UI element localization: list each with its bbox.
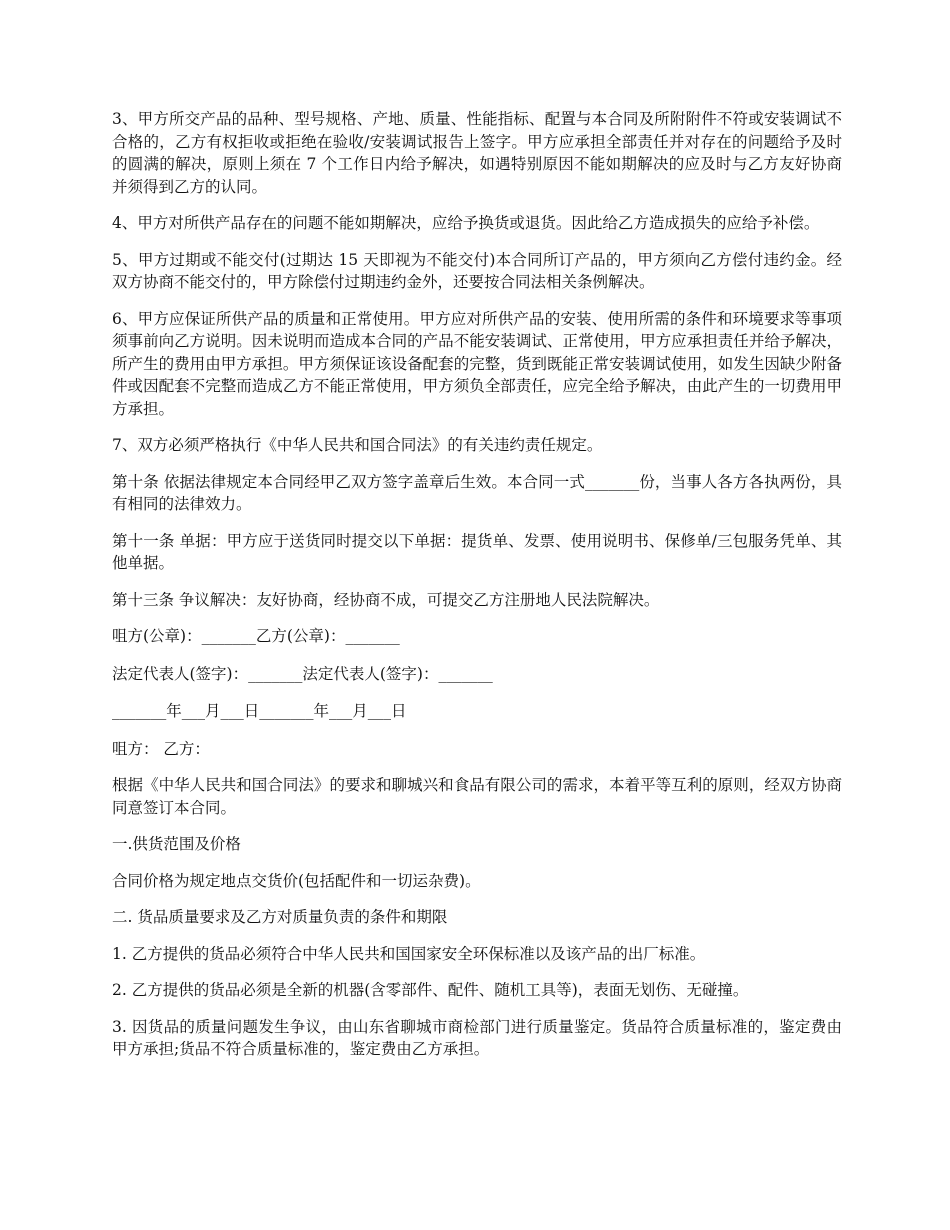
clause-7: 7、双方必须严格执行《中华人民共和国合同法》的有关违约责任规定。	[112, 436, 603, 454]
clause-6: 6、甲方应保证所供产品的质量和正常使用。甲方应对所供产品的安装、使用所需的条件和环境要求等事项须事前向乙方说明。因未说明而造成本合同的产品不能安装调试、正常使用，甲方应承担责任并给予解决，所产生的费用由甲方承担。甲方须保证该设备配套的完整，货到既能正常安装调试使用，如发生因缺少附备件或因配套不完整而造成乙方不能正常使用，甲方须负全部责任，应完全给予解决，由此产生的一切费用甲方承担。	[112, 309, 842, 418]
price-terms: 合同价格为规定地点交货价(包括配件和一切运杂费)。	[112, 871, 481, 890]
article-11: 第十一条 单据：甲方应于送货同时提交以下单据：提货单、发票、使用说明书、保修单/三包服务凭单、其他单据。	[112, 531, 842, 572]
preamble: 根据《中华人民共和国合同法》的要求和聊城兴和食品有限公司的需求，本着平等互利的原则，经双方协商同意签订本合同。	[112, 776, 842, 817]
date-line: _______年___月___日_______年___月___日	[112, 702, 407, 720]
representative-line: 法定代表人(签字)：_______法定代表人(签字)：_______	[112, 664, 493, 683]
section-1-heading: 一.供货范围及价格	[112, 835, 241, 853]
clause-4: 4、甲方对所供产品存在的问题不能如期解决，应给予换货或退货。因此给乙方造成损失的应给予补偿。	[112, 214, 820, 232]
clause-3: 3、甲方所交产品的品种、型号规格、产地、质量、性能指标、配置与本合同及所附附件不符或安装调试不合格的，乙方有权拒收或拒绝在验收/安装调试报告上签字。甲方应承担全部责任并对存在的问题给予及时的圆满的解决，原则上须在 7 个工作日内给予解决，如遇特别原因不能如期解决的应及时与乙方友好协商并须得到乙方的认同。	[112, 110, 842, 196]
article-13: 第十三条 争议解决：友好协商，经协商不成，可提交乙方注册地人民法院解决。	[112, 590, 660, 609]
section-2-heading: 二. 货品质量要求及乙方对质量负责的条件和期限	[112, 908, 448, 926]
seal-line: 咀方(公章)：_______乙方(公章)：_______	[112, 627, 400, 645]
parties-line: 咀方： 乙方：	[112, 739, 210, 758]
quality-item-1: 1. 乙方提供的货品必须符合中华人民共和国国家安全环保标准以及该产品的出厂标准。	[112, 944, 706, 963]
article-10: 第十条 依据法律规定本合同经甲乙双方签字盖章后生效。本合同一式_______份，当事人各方各执两份，具有相同的法律效力。	[112, 472, 842, 513]
quality-item-3: 3. 因货品的质量问题发生争议，由山东省聊城市商检部门进行质量鉴定。货品符合质量标准的，鉴定费由甲方承担;货品不符合质量标准的，鉴定费由乙方承担。	[112, 1017, 842, 1058]
clause-5: 5、甲方过期或不能交付(过期达 15 天即视为不能交付)本合同所订产品的，甲方须向乙方偿付违约金。经双方协商不能交付的，甲方除偿付过期违约金外，还要按合同法相关条例解决。	[112, 250, 842, 291]
quality-item-2: 2. 乙方提供的货品必须是全新的机器(含零部件、配件、随机工具等)，表面无划伤、无碰撞。	[112, 981, 749, 999]
contract-page	[112, 108, 842, 1075]
